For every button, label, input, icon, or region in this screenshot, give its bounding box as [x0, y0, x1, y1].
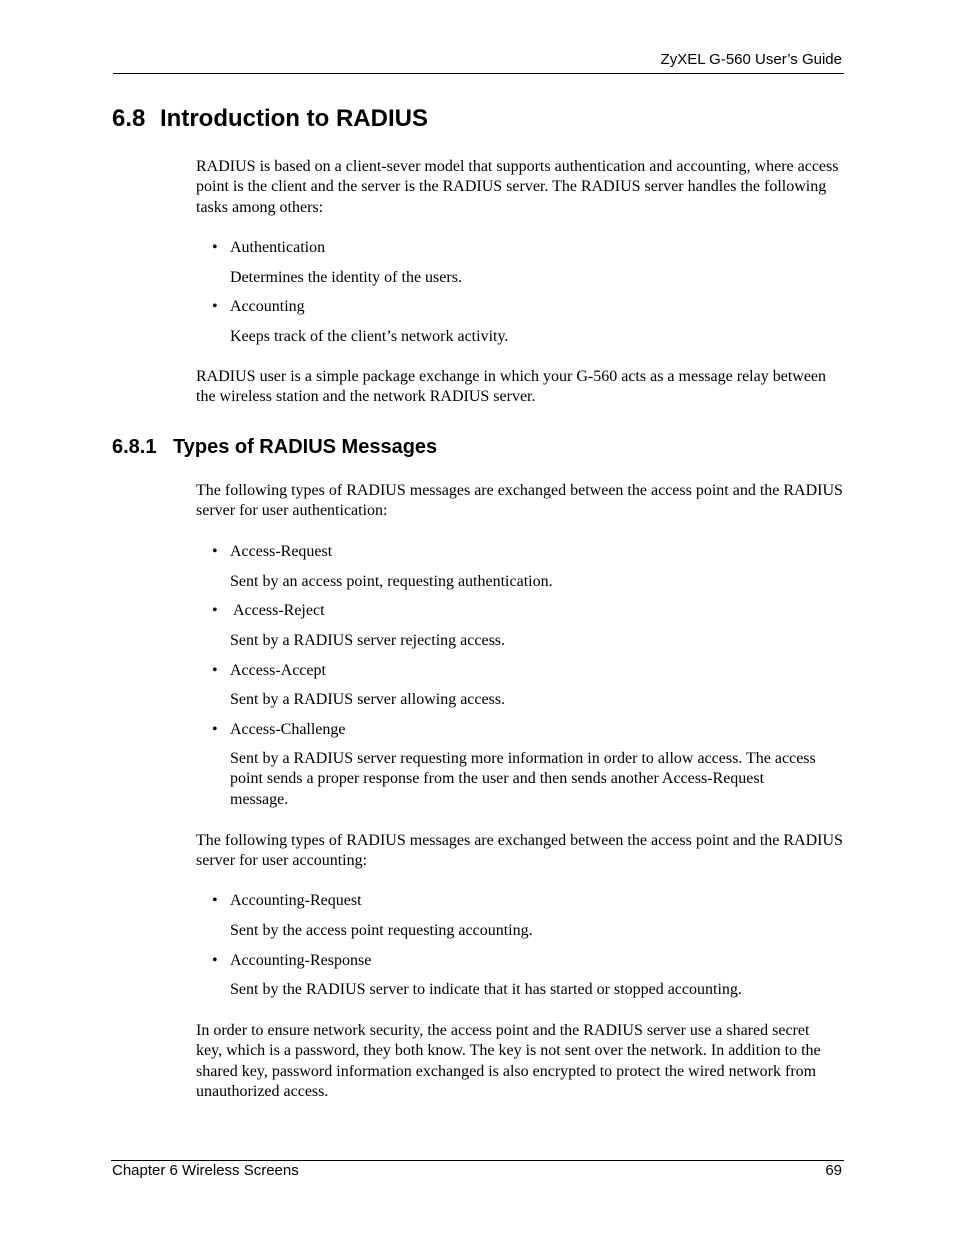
- security-note-paragraph: In order to ensure network security, the access point and the RADIUS server use a shared secret key, which is a password, they both know. The key is not sent over the network. In addition to the shared key, password information exchanged is also encrypted to protect the wired network from unauthorized access.: [196, 1022, 821, 1100]
- list-item-description: Keeps track of the client’s network activity.: [230, 328, 509, 345]
- list-item-description: Determines the identity of the users.: [230, 269, 462, 286]
- header-guide-title: ZyXEL G-560 User’s Guide: [660, 51, 842, 68]
- page-number: 69: [825, 1162, 842, 1179]
- section-heading: [112, 105, 428, 133]
- list-item-description: Sent by an access point, requesting authentication.: [230, 573, 553, 590]
- list-item-label: Access-Request: [230, 543, 333, 560]
- list-item-label: Access-Challenge: [230, 721, 346, 738]
- bullet-glyph: •: [212, 892, 218, 909]
- list-item-description: Sent by the access point requesting accounting.: [230, 922, 533, 939]
- section-intro-paragraph: RADIUS is based on a client-sever model that supports authentication and accounting, where access point is the client and the server is the RADIUS server. The RADIUS server handles the following tasks among others:: [196, 158, 839, 216]
- list-item: [212, 238, 325, 258]
- list-item-description: Sent by a RADIUS server requesting more information in order to allow access. The access point sends a proper response from the user and then sends another Access-Request message.: [230, 750, 816, 808]
- subsection-heading: [112, 435, 437, 459]
- section-title: Introduction to RADIUS: [160, 105, 428, 132]
- list-item-label: Accounting-Request: [230, 892, 362, 909]
- list-item-label: Access-Reject: [233, 602, 325, 619]
- auth-intro-paragraph: The following types of RADIUS messages are exchanged between the access point and the RADIUS server for user authentication:: [196, 482, 843, 520]
- list-item: [212, 951, 371, 971]
- bullet-glyph: •: [212, 721, 218, 738]
- bullet-glyph: •: [212, 543, 218, 560]
- footer-chapter: Chapter 6 Wireless Screens: [112, 1162, 299, 1179]
- bullet-glyph: •: [212, 602, 218, 619]
- list-item-label: Access-Accept: [230, 662, 326, 679]
- list-item-label: Accounting: [230, 298, 305, 315]
- list-item-label: Authentication: [230, 239, 326, 256]
- bullet-glyph: •: [212, 662, 218, 679]
- section-closing-paragraph: RADIUS user is a simple package exchange in which your G-560 acts as a message relay between the wireless station and the network RADIUS server.: [196, 368, 827, 406]
- list-item: [212, 601, 325, 621]
- list-item: [212, 891, 362, 911]
- footer-divider: [111, 1160, 844, 1161]
- list-item: [212, 297, 305, 317]
- header-divider: [113, 73, 844, 74]
- acct-intro-paragraph: The following types of RADIUS messages are exchanged between the access point and the RADIUS server for user accounting:: [196, 832, 843, 870]
- list-item-description: Sent by the RADIUS server to indicate that it has started or stopped accounting.: [230, 981, 742, 998]
- list-item-label: Accounting-Response: [230, 952, 372, 969]
- bullet-glyph: •: [212, 952, 218, 969]
- list-item: [212, 542, 332, 562]
- section-number: 6.8: [112, 105, 146, 132]
- bullet-glyph: •: [212, 239, 218, 256]
- bullet-glyph: •: [212, 298, 218, 315]
- subsection-title: Types of RADIUS Messages: [173, 436, 438, 458]
- list-item-description: Sent by a RADIUS server rejecting access.: [230, 632, 506, 649]
- subsection-number: 6.8.1: [112, 436, 157, 458]
- list-item: [212, 720, 346, 740]
- list-item-description: Sent by a RADIUS server allowing access.: [230, 691, 506, 708]
- list-item: [212, 661, 326, 681]
